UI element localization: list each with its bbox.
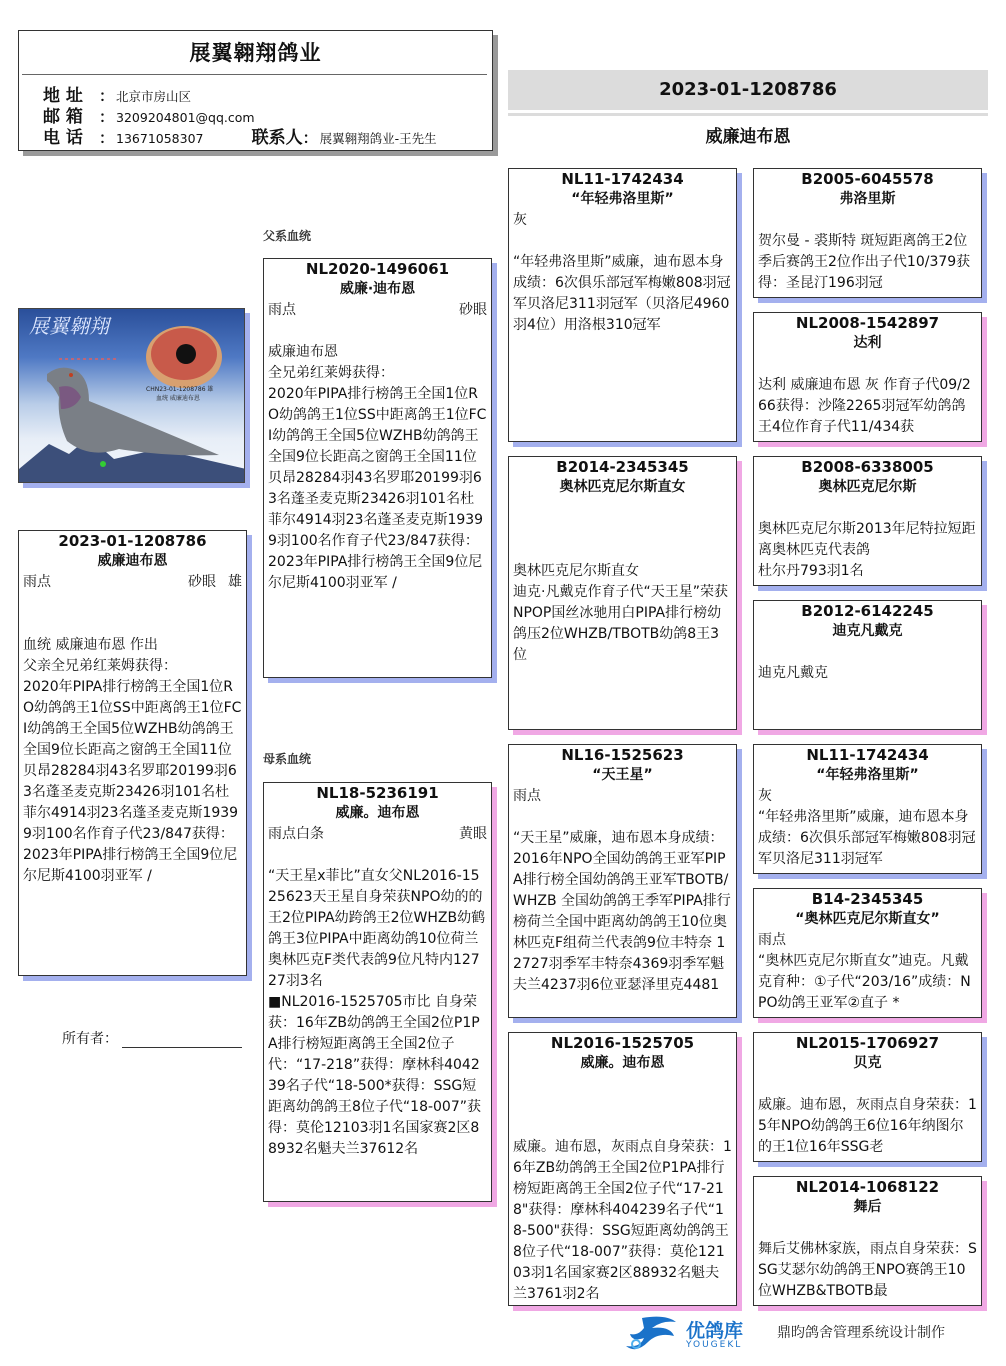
feather-color: 雨点白条 [268, 826, 324, 842]
ring-number: B2008-6338005 [801, 458, 934, 476]
owner-signature-line [122, 1032, 242, 1048]
ring-number: B2005-6045578 [801, 170, 934, 188]
pigeon-description: “年轻弗洛里斯”威廉，迪布恩本身成绩：6次俱乐部冠军梅嫩808羽冠军贝洛尼311羽冠军（贝洛尼4960羽4位）用洛根310冠军 [513, 254, 731, 333]
attributes-row [509, 210, 736, 231]
feather-color: 雨点 [268, 302, 296, 318]
pigeon-description: 奥林匹克尼尔斯2013年尼特拉短距离奥林匹克代表鸽 杜尔丹793羽1名 [758, 521, 976, 579]
eye-type: 砂眼 [188, 574, 216, 590]
colon: ： [99, 108, 115, 126]
banner-divider [508, 113, 988, 116]
pigeon-name: “年轻弗洛里斯” [571, 191, 674, 207]
colon: ： [99, 129, 115, 147]
ring-number: NL2016-1525705 [550, 1034, 695, 1052]
sire-line-label: 父系血统 [263, 229, 312, 243]
pigeon-name: 威廉。迪布恩 [580, 1055, 665, 1071]
breeder-info-card [18, 30, 493, 151]
dam-line-label: 母系血统 [263, 752, 312, 766]
pigeon-name: 威廉迪布恩 [97, 553, 168, 569]
feather-color: 灰 [513, 212, 527, 228]
pigeon-name: “奥林匹克尼尔斯直女” [795, 911, 940, 927]
attributes-row [754, 786, 981, 807]
pigeon-description: “奥林匹克尼尔斯直女”迪克。凡戴克育种：①子代“203/16”成绩：NPO幼鸽王亚军②直子 * [758, 953, 971, 1011]
ring-number: NL2015-1706927 [795, 1034, 940, 1052]
owner-field [62, 1028, 242, 1048]
contact-value: 展翼翱翔鸽业-王先生 [319, 131, 437, 146]
ring-number: NL11-1742434 [806, 746, 929, 764]
pigeon-description: 贺尔曼 - 裘斯特 斑短距离鸽王2位季后赛鸽王2位作出子代10/379获得：圣昆汀196羽冠 [758, 233, 971, 291]
attributes-row [264, 300, 491, 321]
pigeon-description: 血统 威廉迪布恩 作出 父亲全兄弟红莱姆获得： 2020年PIPA排行榜鸽王全国1位RO幼鸽鸽王1位SS中距离鸽王1位FCI幼鸽鸽王全国5位WZHB幼鸽鸽王全国9位长距高之窗鸽王全国11位贝昂28284羽43名罗耶20199羽63名蓬圣麦克斯23426羽101名杜菲尔4914羽23名蓬圣麦克斯19399羽100名作育子代23/847获得：2023年PIPA排行榜鸽王全国9位尼尔尼斯4100羽亚军 / [23, 637, 242, 884]
pigeon-description: 达利 威廉迪布恩 灰 作育子代09/266获得：沙隆2265羽冠军幼鸽鸽王4位作育子代11/434获 [758, 377, 971, 435]
sex: 雄 [228, 574, 242, 590]
yougeku-logo [622, 1312, 772, 1356]
eye-type: 黄眼 [459, 826, 487, 842]
dam-pedigree-box [263, 782, 492, 1202]
subject-ring-banner: 2023-01-1208786 [508, 70, 988, 110]
subject-name-heading: 威廉迪布恩 [705, 127, 791, 147]
photo-line-caption: 血统 威廉迪布恩 [156, 395, 200, 402]
photo-calligraphy: 展翼翱翔 [29, 314, 109, 338]
address-value: 北京市房山区 [116, 89, 192, 104]
pigeon-photo [18, 308, 245, 483]
footer-credit: 鼎昀鸽舍管理系统设计制作 [777, 1325, 945, 1341]
ring-number: NL2014-1068122 [795, 1178, 940, 1196]
pigeon-eye [69, 373, 73, 377]
email-label: 邮 箱 [43, 107, 83, 127]
gen4-box-1 [753, 168, 982, 298]
feather-color: 灰 [758, 788, 772, 804]
ring-number: NL16-1525623 [561, 746, 684, 764]
ring-number: NL2008-1542897 [795, 314, 940, 332]
photo-ring-caption: CHN23-01-1208786 雄 [146, 386, 214, 393]
ring-number: 2023-01-1208786 [58, 532, 207, 550]
attributes-row [754, 930, 981, 951]
gen4-box-3 [753, 456, 982, 586]
ring-number: NL18-5236191 [316, 784, 439, 802]
dam-sire-box [508, 744, 737, 1018]
pigeon-name: “年轻弗洛里斯” [816, 767, 919, 783]
pigeon-name: 威廉·迪布恩 [339, 281, 416, 297]
gen4-box-6 [753, 888, 982, 1018]
pigeon-description: “天王星x菲比”直女父NL2016-1525623天王星自身荣获NPO幼的的王2位PIPA幼跨鸽王2位WHZB幼鹤鸽王3位PIPA中距离幼鸽10位荷兰奥林匹克F类代表鸽9位凡特内12727羽3名 ■NL2016-1525705市比 自身荣获：16年ZB幼鸽鸽王全国2位P1PA排行榜短距离鸽王全国2位子代：“17-218”获得：摩林科404239名子代“18-500*获得：SSG短距离幼鸽鸽王8位子代“18-007”获得：莫伦12103羽1名国家赛2区88932名魁夫兰37612名 [268, 868, 486, 1157]
pigeon-name: 奥林匹克尼尔斯直女 [559, 479, 686, 495]
attributes-row [509, 1074, 736, 1095]
ring-number: NL2020-1496061 [305, 260, 450, 278]
dam-dam-box [508, 1032, 737, 1306]
pigeon-name: 舞后 [853, 1199, 882, 1215]
eye-pupil [176, 344, 196, 364]
breeder-title: 展翼翱翔鸽业 [189, 41, 322, 65]
email-row [43, 107, 255, 127]
colon: ： [99, 87, 115, 105]
leg-band [100, 461, 106, 467]
sire-pedigree-box [263, 258, 492, 678]
pigeon-description: 奥林匹克尼尔斯直女 迪克·凡戴克作育子代“天王星”荣获 NPOP国丝冰驰用白PIPA排行榜幼鸽压2位WHZB/TBOTB幼鸽8王3位 [513, 563, 728, 663]
header-divider [22, 74, 487, 75]
pigeon-name: 达利 [853, 335, 882, 351]
pigeon-illustration [19, 309, 245, 483]
logo-subtext: YOUGEKL [686, 1340, 743, 1350]
subject-pedigree-box [18, 530, 247, 976]
gen4-box-5 [753, 744, 982, 874]
pigeon-name: 威廉。迪布恩 [335, 805, 420, 821]
pigeon-name: 奥林匹克尼尔斯 [818, 479, 917, 495]
gen4-box-4 [753, 600, 982, 730]
colon: ： [302, 129, 318, 147]
pigeon-name: 贝克 [853, 1055, 882, 1071]
logo-text: 优鸽库 [686, 1320, 744, 1342]
attributes-row [509, 498, 736, 519]
owner-label: 所有者： [62, 1031, 118, 1047]
address-label: 地 址 [43, 86, 83, 106]
feather-color: 雨点 [513, 788, 541, 804]
email-value[interactable]: 3209204801@qq.com [116, 110, 255, 125]
pigeon-description: 威廉。迪布恩，灰雨点自身荣获：15年NPO幼鸽鸽王6位16年纳图尔的王1位16年SSG老 [758, 1097, 977, 1155]
pigeon-name: 弗洛里斯 [839, 191, 896, 207]
pigeon-description: “天王星”威廉，迪布恩本身成绩：2016年NPO全国幼鸽鸽王亚军PIPA排行榜全国幼鸽鸽王亚军TBOTB/WHZB 全国幼鸽鸽王季军PIPA排行榜荷兰全国中距离幼鸽鸽王10位奥林匹克F组荷兰代表鸽9位丰特奈 12727羽季军丰特奈4369羽季军魁夫兰4237羽6位亚瑟泽里克4481 [513, 830, 731, 993]
logo-wave-icon [622, 1312, 682, 1356]
feather-color: 雨点 [23, 574, 51, 590]
pigeon-description: 舞后艾佛林家族，雨点自身荣获：SSG艾瑟尔幼鸽鸽王NPO赛鸽王10位WHZB&TBOTB最 [758, 1241, 977, 1299]
phone-value: 13671058307 [116, 131, 204, 146]
ring-number: NL11-1742434 [561, 170, 684, 188]
ring-number: B2012-6142245 [801, 602, 934, 620]
pigeon-description: 迪克凡戴克 [758, 665, 828, 681]
pigeon-description: “年轻弗洛里斯”威廉，迪布恩本身成绩：6次俱乐部冠军梅嫩808羽冠军贝洛尼311羽冠军 [758, 809, 976, 867]
sire-dam-box [508, 456, 737, 730]
ring-number: B14-2345345 [811, 890, 924, 908]
phone-row [43, 128, 437, 148]
pigeon-description: 威廉迪布恩 全兄弟红莱姆获得： 2020年PIPA排行榜鸽王全国1位RO幼鸽鸽王1位SS中距离鸽王1位FCI幼鸽鸽王全国5位WZHB幼鸽鸽王全国9位长距高之窗鸽王全国11位贝昂28284羽43名罗耶20199羽63名蓬圣麦克斯23426羽101名杜菲尔4914羽23名蓬圣麦克斯19399羽100名作育子代23/847获得：2023年PIPA排行榜鸽王全国9位尼尔尼斯4100羽亚军 / [268, 344, 487, 591]
gen4-box-8 [753, 1176, 982, 1306]
phone-label: 电 话 [43, 128, 83, 148]
feather-color: 雨点 [758, 932, 786, 948]
attributes-row [19, 572, 246, 593]
attributes-row [509, 786, 736, 807]
gen4-box-2 [753, 312, 982, 442]
pigeon-name: 迪克凡戴克 [832, 623, 903, 639]
ring-number: B2014-2345345 [556, 458, 689, 476]
sire-sire-box [508, 168, 737, 442]
address-row [43, 86, 191, 106]
contact-label: 联系人 [251, 128, 303, 148]
pigeon-name: “天王星” [592, 767, 653, 783]
eye-type: 砂眼 [459, 302, 487, 318]
attributes-row [264, 824, 491, 845]
gen4-box-7 [753, 1032, 982, 1162]
pigeon-description: 威廉。迪布恩，灰雨点自身荣获：16年ZB幼鸽鸽王全国2位P1PA排行榜短距离鸽王全国2位子代“17-218"获得：摩林科404239名子代“18-500"获得：SSG短距离幼鸽鸽王8位子代“18-007”获得：莫伦12103羽1名国家赛2区88932名魁夫兰3761羽2名 [513, 1139, 732, 1302]
